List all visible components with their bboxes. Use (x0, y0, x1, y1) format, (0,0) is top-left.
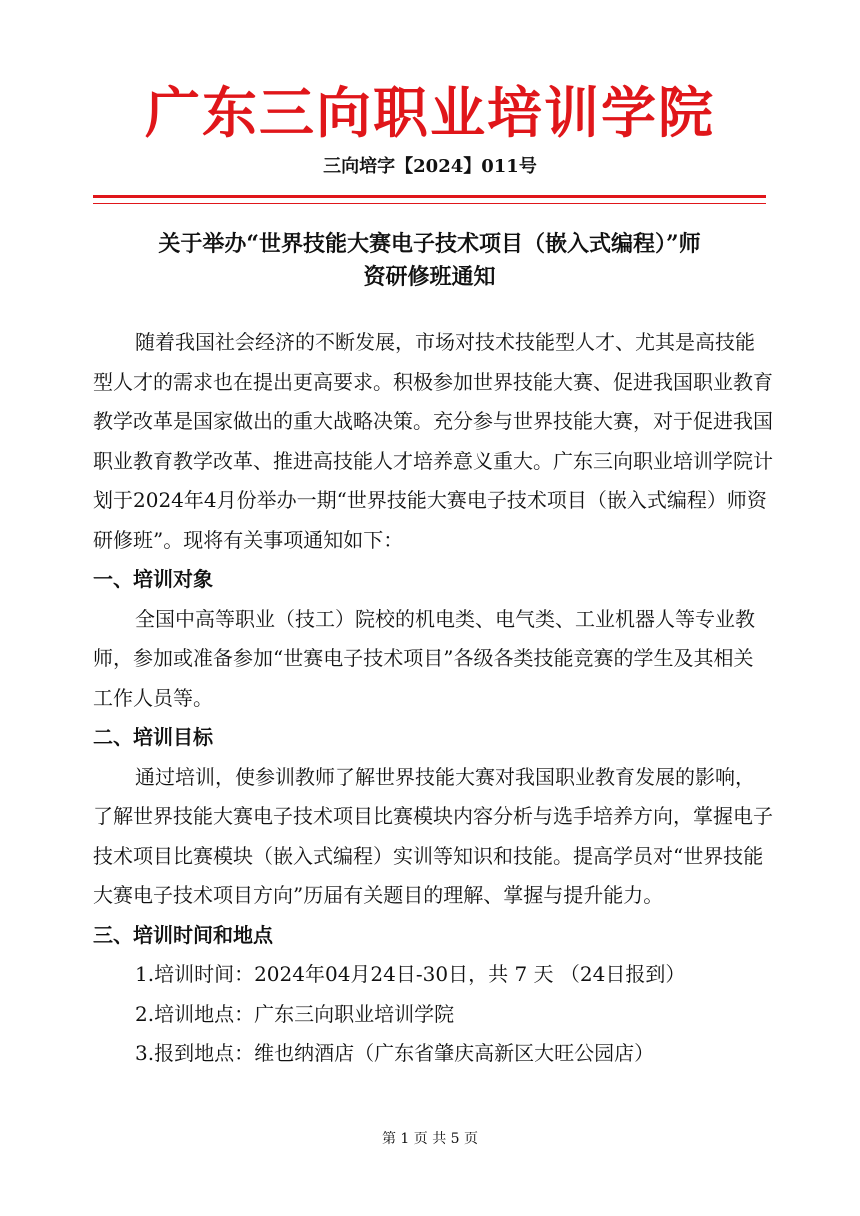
notice-body (93, 323, 773, 1074)
time-place-item: 3.报到地点：维也纳酒店（广东省肇庆高新区大旺公园店） (135, 1041, 655, 1065)
notice-title-line2: 资研修班通知 (363, 264, 496, 290)
section-text-goals: 通过培训，使参训教师了解世界技能大赛对我国职业教育发展的影响，了解世界技能大赛电子技术项目比赛模块内容分析与选手培养方向，掌握电子技术项目比赛模块（嵌入式编程）实训等知识和技能。提高学员对“世界技能大赛电子技术项目方向”历届有关题目的理解、掌握与提升能力。 (93, 764, 773, 907)
organization-title: 广东三向职业培训学院 (144, 80, 715, 145)
section-text-target: 全国中高等职业（技工）院校的机电类、电气类、工业机器人等专业教师，参加或准备参加“世赛电子技术项目”各级各类技能竞赛的学生及其相关工作人员等。 (93, 606, 755, 710)
section-heading-goals: 二、培训目标 (93, 725, 213, 749)
notice-title-line1: 关于举办“世界技能大赛电子技术项目（嵌入式编程）”师 (158, 231, 701, 257)
intro-paragraph: 随着我国社会经济的不断发展，市场对技术技能型人才、尤其是高技能型人才的需求也在提出更高要求。积极参加世界技能大赛、促进我国职业教育教学改革是国家做出的重大战略决策。充分参与世界技能大赛，对于促进我国职业教育教学改革、推进高技能人才培养意义重大。广东三向职业培训学院计划于2024年4月份举办一期“世界技能大赛电子技术项目（嵌入式编程）师资研修班”。现将有关事项通知如下： (93, 330, 773, 552)
time-place-item: 1.培训时间：2024年04月24日-30日，共 7 天 （24日报到） (135, 962, 686, 986)
header-rule-thin (93, 203, 766, 204)
section-heading-time-place: 三、培训时间和地点 (93, 922, 273, 947)
header-rule-thick (93, 195, 766, 198)
notice-title (93, 228, 766, 294)
document-number: 三向培字【2024】011号 (323, 156, 537, 177)
time-place-item: 2.培训地点：广东三向职业培训学院 (135, 1001, 455, 1026)
page-footer: 第 1 页 共 5 页 (381, 1131, 479, 1147)
section-heading-target: 一、培训对象 (93, 567, 213, 591)
